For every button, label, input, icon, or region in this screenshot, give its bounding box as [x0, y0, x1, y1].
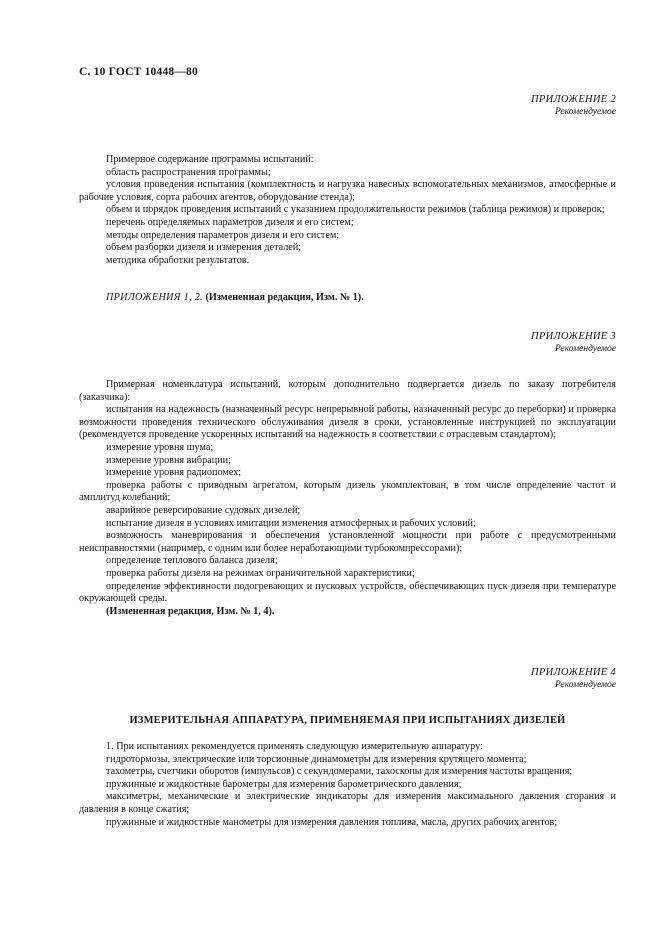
paragraph: Примерное содержание программы испытаний: [106, 154, 314, 165]
paragraph: проверка работы дизеля на режимах ограничительной характеристики; [106, 567, 415, 579]
change-ref-text: (Измененная редакция, Изм. № 1, 4). [106, 605, 275, 617]
appendix-4-label: ПРИЛОЖЕНИЕ 4 [531, 667, 616, 678]
paragraph: объем и порядок проведения испытаний с указанием продолжительности режимов (таблица режимов) и проверок; [106, 204, 605, 216]
paragraph: испытание дизеля в условиях имитации изменения атмосферных и рабочих условий; [106, 517, 476, 529]
appendix-3-label: ПРИЛОЖЕНИЕ 3 [531, 331, 616, 342]
paragraph: перечень определяемых параметров дизеля и его систем; [106, 216, 354, 228]
change-ref-label: ПРИЛОЖЕНИЯ 1, 2. [106, 292, 203, 303]
paragraph: Примерная номенклатура испытаний, которым дополнительно подвергается дизель по заказу потребителя (заказчика): [79, 379, 616, 403]
appendix-4-body [79, 741, 616, 829]
appendix-2-note: Рекомендуемое [554, 107, 616, 117]
paragraph: определение теплового баланса дизеля; [106, 555, 278, 567]
paragraph: тахометры, счетчики оборотов (импульсов) с секундомерами, тахоскопы для измерения частоты вращения; [106, 766, 573, 778]
appendix-4-note: Рекомендуемое [554, 680, 616, 690]
paragraph: пружинные и жидкостные манометры для измерения давления топлива, масла, других рабочих агентов; [106, 816, 558, 828]
paragraph: условия проведения испытания (комплектность и нагрузка навесных вспомогательных механизмов, атмосферные и рабочие условия, сорта рабочих агентов, оборудование стенда); [79, 179, 616, 203]
appendix-4-title: ИЗМЕРИТЕЛЬНАЯ АППАРАТУРА, ПРИМЕНЯЕМАЯ ПРИ ИСПЫТАНИЯХ ДИЗЕЛЕЙ [129, 715, 566, 726]
paragraph: максиметры, механические и электрические индикаторы для измерения максимального давления сгорания и давления в конце сжатия; [79, 791, 616, 815]
change-ref-text: (Измененная редакция, Изм. № 1). [205, 292, 364, 303]
paragraph: определение эффективности подогревающих и пусковых устройств, обеспечивающих пуск дизеля при температуре окружающей среды. [79, 580, 616, 605]
appendix-2-label: ПРИЛОЖЕНИЕ 2 [531, 94, 616, 105]
paragraph: измерение уровня вибрации; [106, 454, 231, 466]
paragraph: проверка работы с приводным агрегатом, которым дизель укомплектован, в том числе определение частот и амплитуд колебаний; [79, 479, 616, 504]
paragraph: 1. При испытаниях рекомендуется применять следующую измерительную аппаратуру: [106, 741, 483, 752]
appendix-3-note: Рекомендуемое [554, 344, 616, 354]
paragraph: аварийное реверсирование судовых дизелей; [106, 504, 301, 516]
paragraph: методы определения параметров дизеля и его систем; [106, 229, 340, 241]
paragraph: методика обработки результатов. [106, 254, 250, 266]
paragraph: возможность маневрирования и обеспечения установленной мощности при работе с предусмотренными неисправностями (например, с одним или более неработающими турбокомпрессорами); [79, 530, 616, 554]
appendix-2-body [79, 154, 616, 267]
paragraph: пружинные и жидкостные барометры для измерения барометрического давления; [106, 778, 462, 790]
appendix-3-body [79, 379, 616, 618]
paragraph: измерение уровня радиопомех; [106, 467, 242, 479]
paragraph: испытания на надежность (назначенный ресурс непрерывной работы, назначенный ресурс до переборки) и проверка возможности проведения технического обслуживания дизеля в сроки, установленные инструкцией по эксплуатации (рекомендуется проведение ускоренных испытаний на надежность в соответствии с отраслевым стандартом); [79, 404, 616, 441]
paragraph: гидротормозы, электрические или торсионные динамометры для измерения крутящего момента; [106, 753, 527, 765]
paragraph: измерение уровня шума; [106, 441, 214, 453]
paragraph: объем разборки дизеля и измерения деталей; [106, 242, 302, 254]
appendix-2-change-ref [106, 292, 364, 303]
page-header: С. 10 ГОСТ 10448—80 [79, 66, 198, 78]
paragraph: область распространения программы; [106, 166, 271, 178]
